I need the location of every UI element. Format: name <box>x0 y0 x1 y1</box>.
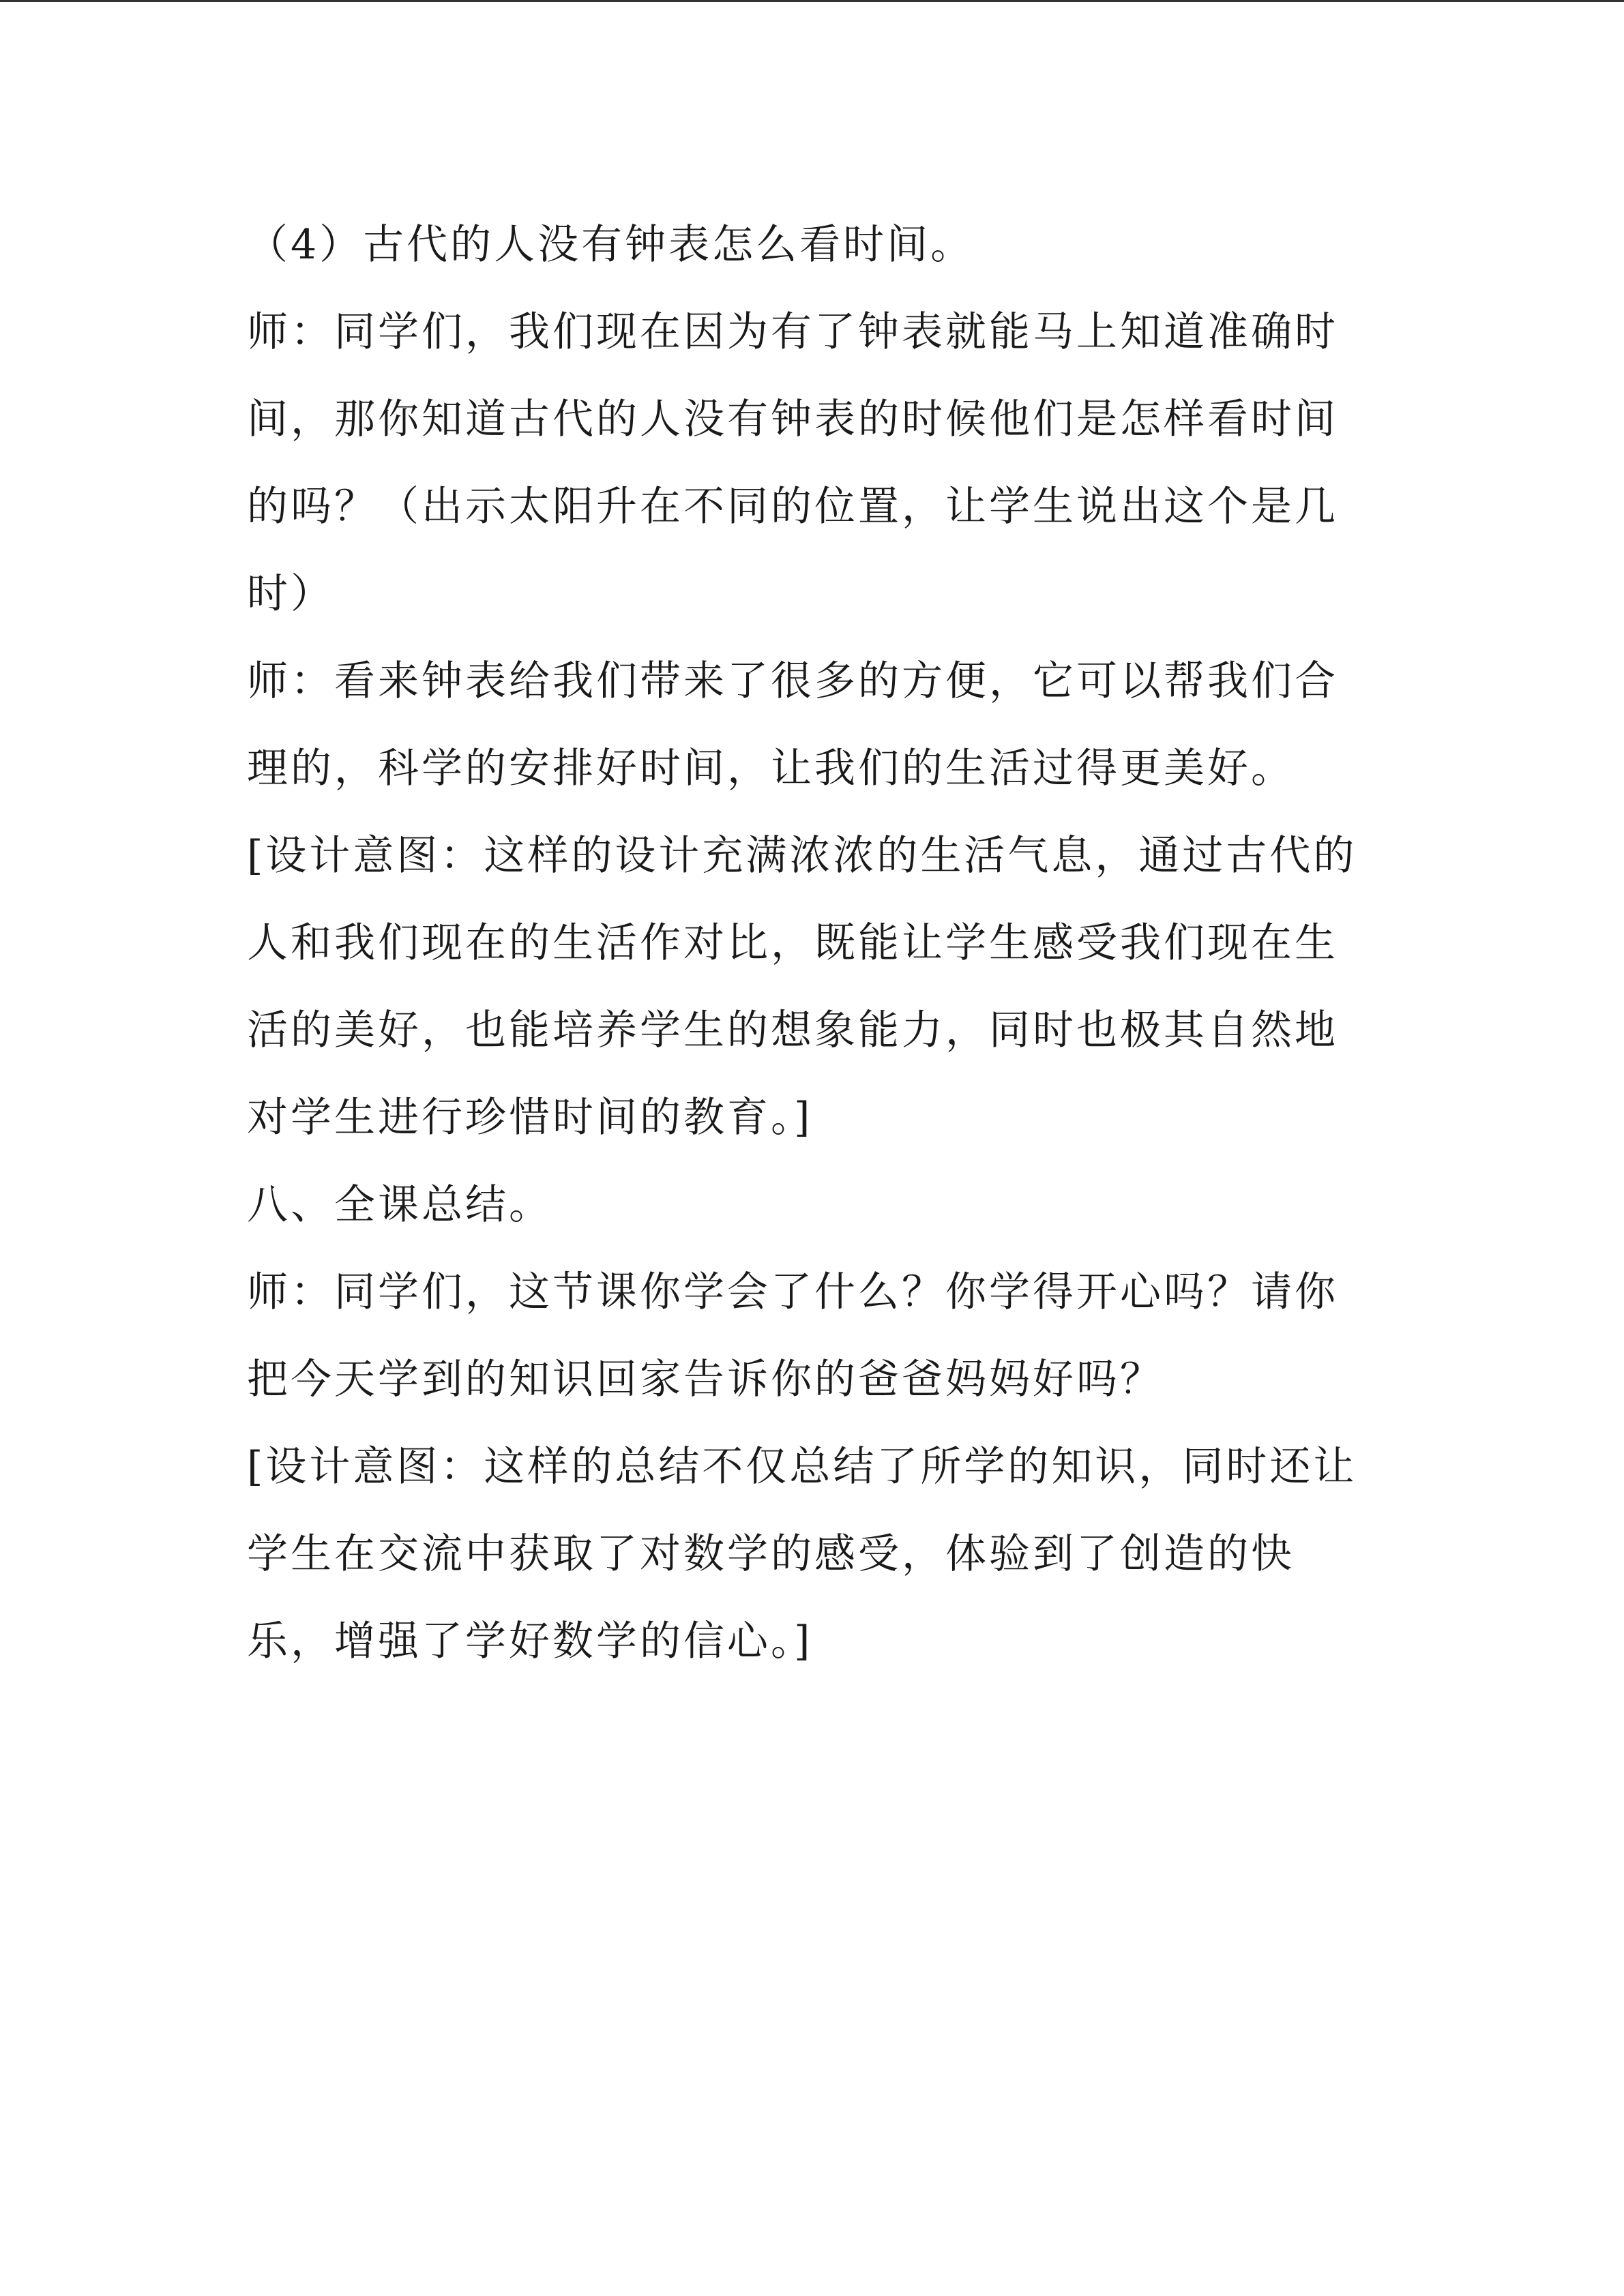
text-line: 间，那你知道古代的人没有钟表的时候他们是怎样看时间 <box>247 396 1338 443</box>
document-body <box>247 201 1379 1685</box>
text-line: 乐，增强了学好数学的信心。] <box>247 1617 813 1665</box>
section-heading: 八、全课总结。 <box>247 1181 552 1229</box>
text-line: 理的，科学的安排好时间，让我们的生活过得更美好。 <box>247 745 1295 792</box>
text-line: 把今天学到的知识回家告诉你的爸爸妈妈好吗？ <box>247 1356 1164 1403</box>
text-line: 对学生进行珍惜时间的教育。] <box>247 1094 813 1142</box>
text-line: [设计意图：这样的总结不仅总结了所学的知识，同时还让 <box>247 1443 1357 1491</box>
text-line: 师：看来钟表给我们带来了很多的方便，它可以帮我们合 <box>247 657 1338 705</box>
text-line: 师：同学们，我们现在因为有了钟表就能马上知道准确时 <box>247 308 1338 356</box>
text-line: 活的美好，也能培养学生的想象能力，同时也极其自然地 <box>247 1007 1338 1054</box>
text-line: 师：同学们，这节课你学会了什么？你学得开心吗？请你 <box>247 1268 1338 1316</box>
text-line: [设计意图：这样的设计充满浓浓的生活气息，通过古代的 <box>247 832 1357 880</box>
text-line: 的吗？（出示太阳升在不同的位置，让学生说出这个是几 <box>247 483 1338 531</box>
text-line: 人和我们现在的生活作对比，既能让学生感受我们现在生 <box>247 919 1338 967</box>
text-line: （4）古代的人没有钟表怎么看时间。 <box>247 221 975 269</box>
text-line: 时） <box>247 570 334 618</box>
text-line: 学生在交流中获取了对数学的感受，体验到了创造的快 <box>247 1530 1295 1578</box>
